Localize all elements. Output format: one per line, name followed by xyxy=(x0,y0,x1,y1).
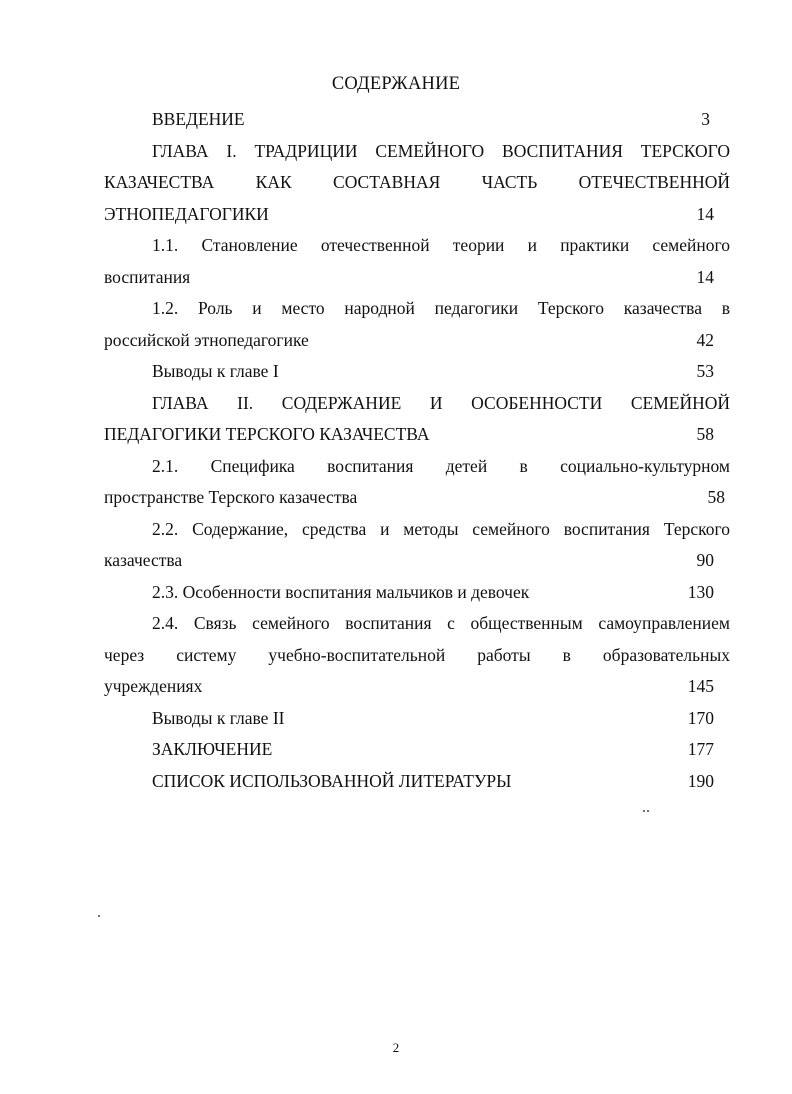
toc-entry-page: 130 xyxy=(687,581,714,602)
toc-entry-intro xyxy=(104,104,730,136)
toc-entry-page: 170 xyxy=(687,707,714,728)
toc-entry-title: пространстве Терского казачества xyxy=(104,487,358,507)
toc-entry-references xyxy=(104,766,730,798)
toc-entry-title: ПЕДАГОГИКИ ТЕРСКОГО КАЗАЧЕСТВА xyxy=(104,424,430,444)
scan-speck xyxy=(98,915,100,917)
toc-entry-title: ВВЕДЕНИЕ xyxy=(152,109,245,129)
toc-entry-chapter1-line2: КАЗАЧЕСТВА КАК СОСТАВНАЯ ЧАСТЬ ОТЕЧЕСТВЕННОЙ xyxy=(104,172,730,192)
toc-entry-section-2-2-line1: 2.2. Содержание, средства и методы семейного воспитания Терского xyxy=(152,518,730,539)
toc-entry-section-2-4-line3 xyxy=(104,671,730,703)
toc-entry-page: 90 xyxy=(696,550,714,570)
toc-entry-title: учреждениях xyxy=(104,676,203,696)
toc-entry-title: 2.3. Особенности воспитания мальчиков и девочек xyxy=(152,581,530,602)
page-title: СОДЕРЖАНИЕ xyxy=(331,74,461,94)
scan-speck xyxy=(643,810,645,812)
toc-entry-page: 190 xyxy=(687,770,714,791)
toc-entry-chapter1-line3 xyxy=(104,199,730,231)
toc-entry-page: 14 xyxy=(696,203,714,224)
toc-entry-section-1-2-line2 xyxy=(104,325,730,357)
toc-entry-chapter2-line1: ГЛАВА II. СОДЕРЖАНИЕ И ОСОБЕННОСТИ СЕМЕЙНОЙ xyxy=(152,392,730,413)
scan-speck xyxy=(647,810,649,812)
toc-entry-section-2-4-line2: через систему учебно-воспитательной работы в образовательных xyxy=(104,644,730,665)
toc-entry-section-2-3 xyxy=(104,577,730,609)
toc-entry-title: российской этнопедагогике xyxy=(104,329,309,350)
toc-entry-section-1-1-line1: 1.1. Становление отечественной теории и практики семейного xyxy=(152,235,730,255)
toc-entry-section-2-2-line2 xyxy=(104,545,730,577)
table-of-contents xyxy=(104,104,730,797)
toc-entry-conclusion xyxy=(104,734,730,766)
toc-entry-section-2-1-line1: 2.1. Специфика воспитания детей в социально-культурном xyxy=(152,455,730,476)
page-number: 2 xyxy=(392,1040,400,1055)
toc-entry-section-1-1-line2 xyxy=(104,262,730,294)
toc-entry-title: СПИСОК ИСПОЛЬЗОВАННОЙ ЛИТЕРАТУРЫ xyxy=(152,770,512,791)
toc-entry-title: Выводы к главе II xyxy=(152,707,285,728)
toc-entry-title: казачества xyxy=(104,550,183,570)
toc-entry-page: 58 xyxy=(696,424,714,444)
toc-entry-page: 145 xyxy=(687,676,714,696)
toc-entry-section-2-4-line1: 2.4. Связь семейного воспитания с общественным самоуправлением xyxy=(152,613,730,633)
toc-entry-section-1-2-line1: 1.2. Роль и место народной педагогики Терского казачества в xyxy=(152,298,730,318)
toc-entry-title: Выводы к главе I xyxy=(152,361,279,381)
toc-entry-section-2-1-line2 xyxy=(104,482,730,514)
toc-entry-conclusions-1 xyxy=(104,356,730,388)
toc-entry-chapter1-line1: ГЛАВА I. ТРАДРИЦИИ СЕМЕЙНОГО ВОСПИТАНИЯ ТЕРСКОГО xyxy=(152,140,730,161)
toc-entry-page: 14 xyxy=(696,266,714,287)
toc-entry-page: 3 xyxy=(701,109,710,129)
toc-entry-title: ЗАКЛЮЧЕНИЕ xyxy=(152,739,273,759)
toc-entry-page: 53 xyxy=(696,361,714,381)
toc-entry-title: ЭТНОПЕДАГОГИКИ xyxy=(104,203,269,224)
toc-entry-page: 42 xyxy=(696,329,714,350)
toc-entry-chapter2-line2 xyxy=(104,419,730,451)
toc-entry-page: 58 xyxy=(707,487,725,507)
toc-entry-page: 177 xyxy=(687,739,714,759)
toc-entry-title: воспитания xyxy=(104,266,191,287)
toc-entry-conclusions-2 xyxy=(104,703,730,735)
